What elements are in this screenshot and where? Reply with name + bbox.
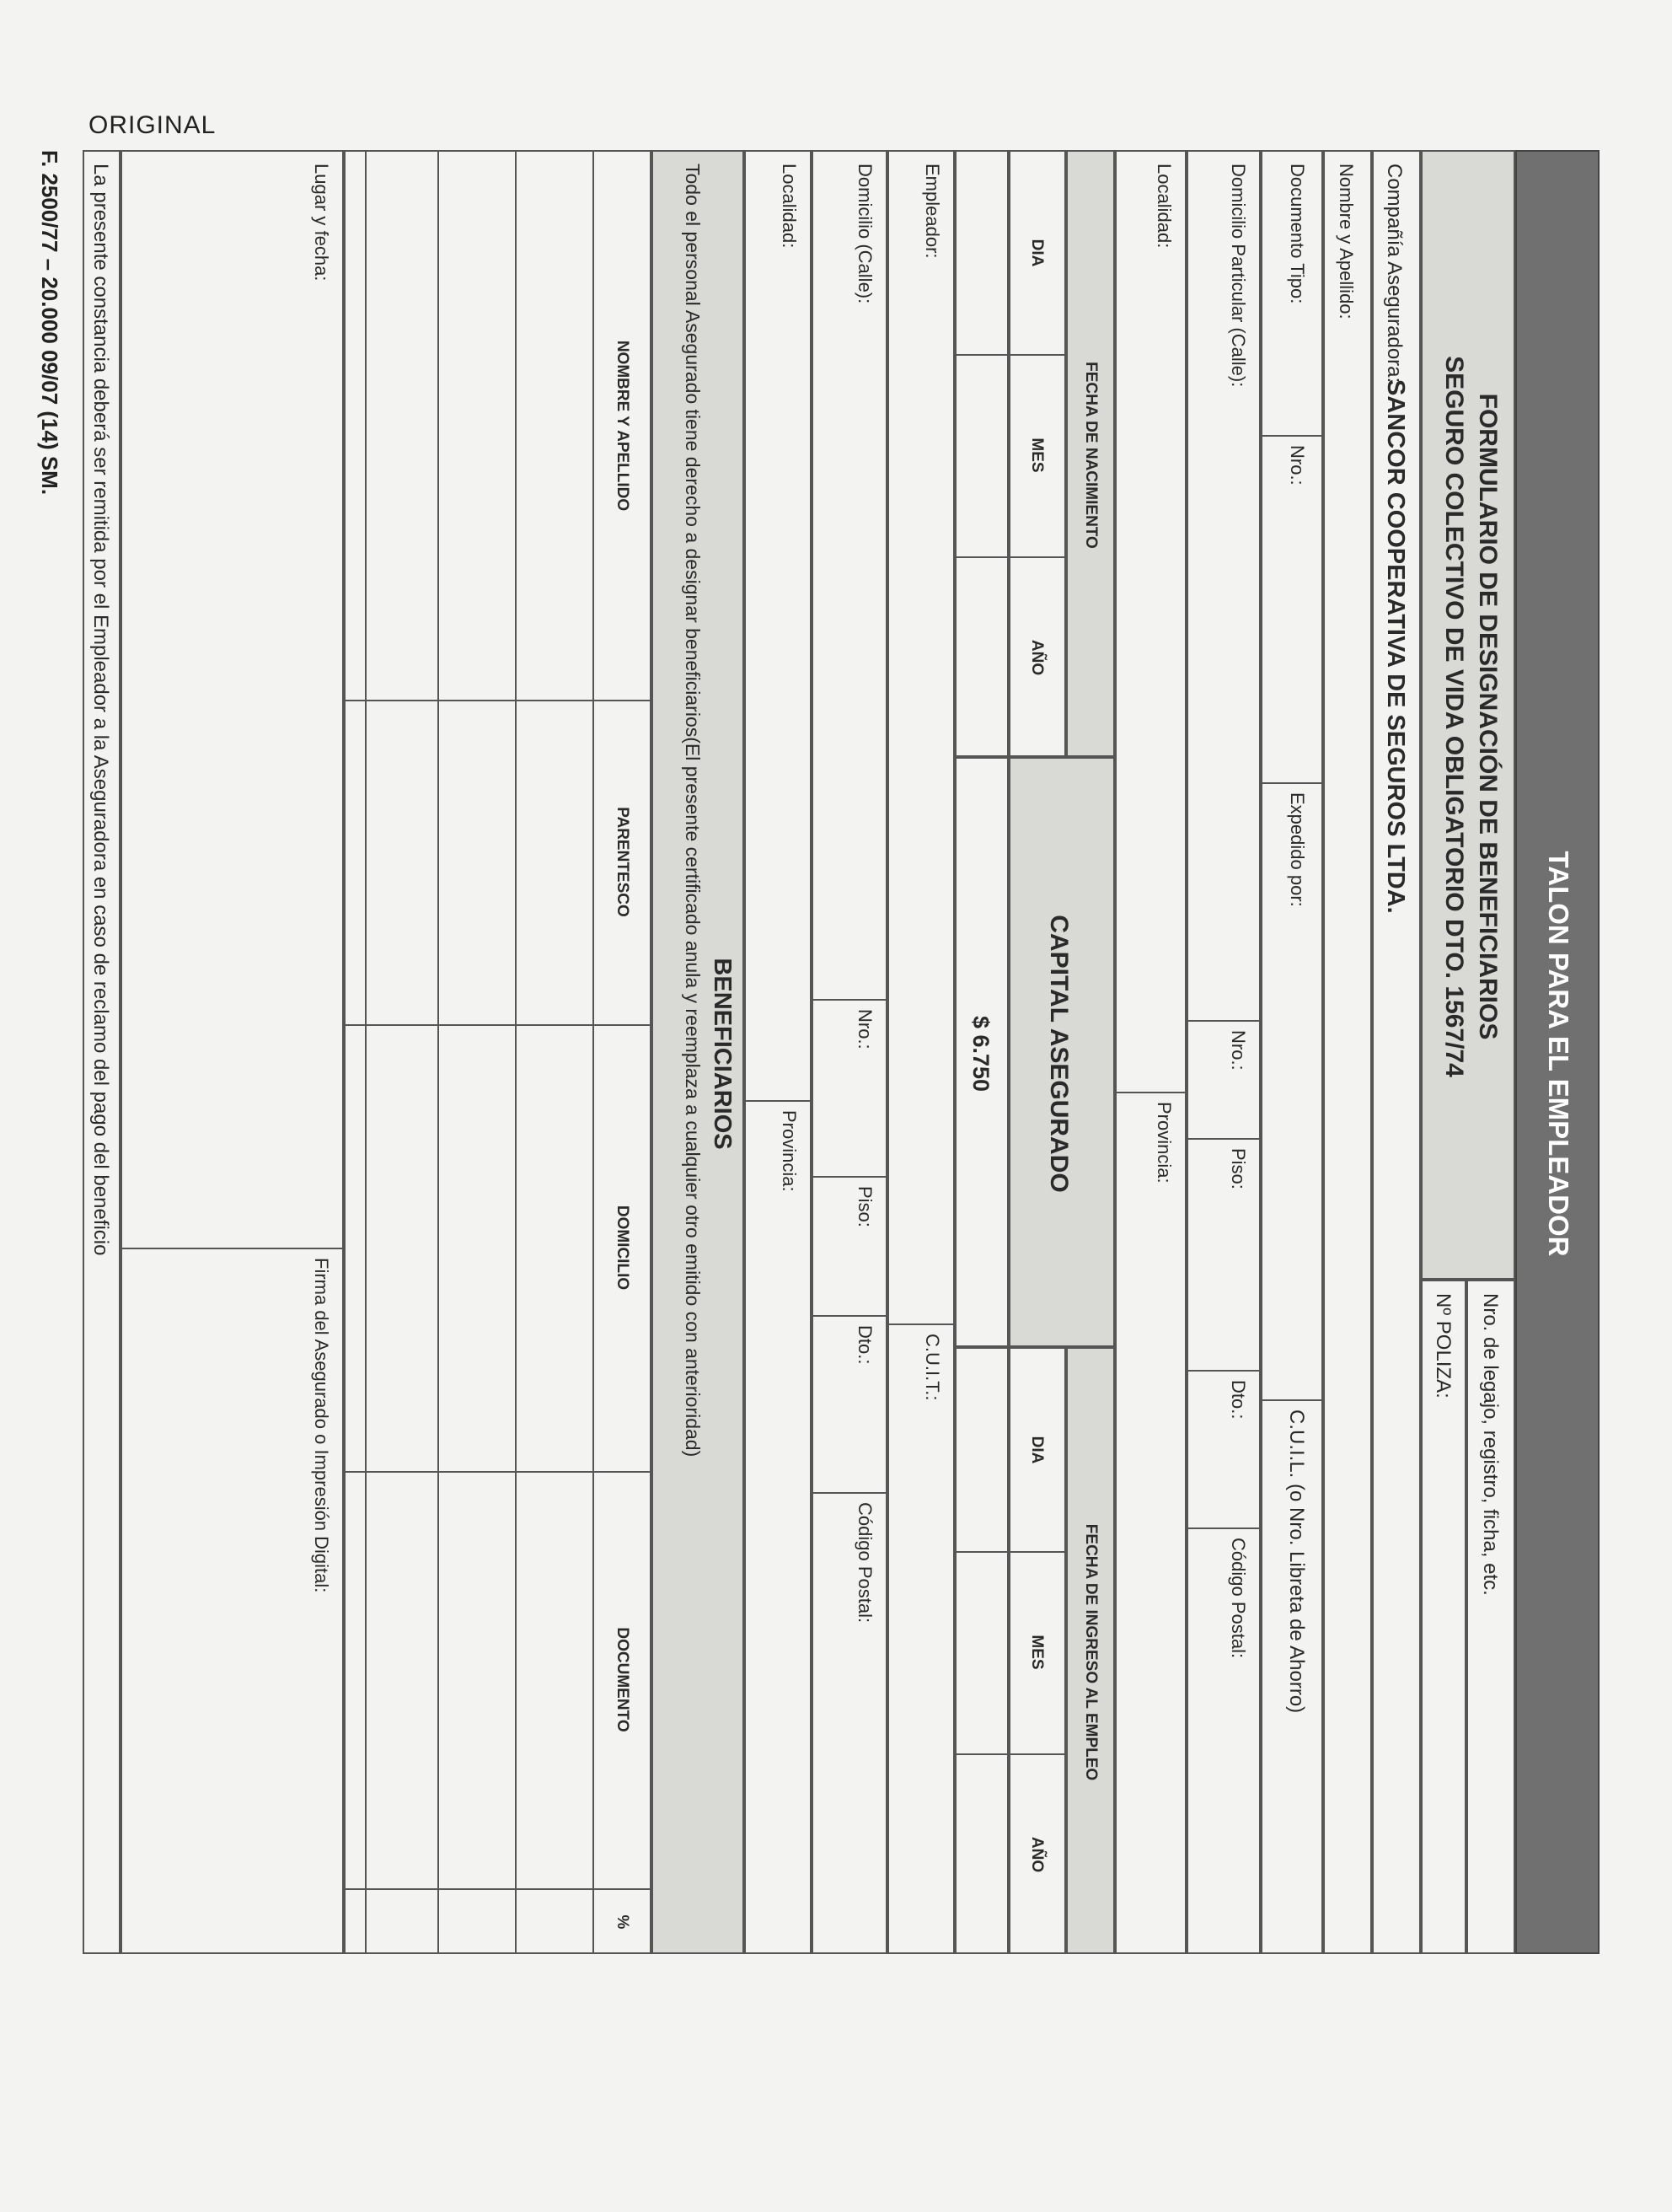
ingreso-header — [1066, 1347, 1115, 1954]
beneficiaries-header — [651, 150, 744, 1954]
rotated-form — [83, 150, 1600, 1954]
doc-nro-label: Nro.: — [1287, 445, 1308, 486]
insured-nro-label: Nro.: — [1228, 1030, 1249, 1071]
beneficiary-row-3[interactable] — [367, 152, 439, 1956]
ingreso-title: FECHA DE INGRESO AL EMPLEO — [1082, 1523, 1100, 1781]
employer-provincia-label: Provincia: — [779, 1110, 800, 1192]
insured-address-label: Domicilio Particular (Calle): — [1228, 164, 1249, 388]
ingreso-dmy-labels — [1009, 1347, 1066, 1954]
beneficiaries-note: Todo el personal Asegurado tiene derecho a designar beneficiarios(El presente certificado anula y reemplaza a cualquier otro emitido con anterioridad) — [682, 164, 704, 1458]
legajo-label: Nro. de legajo, registro, ficha, etc. — [1479, 1293, 1502, 1596]
ingreso-dmy-fields[interactable] — [955, 1347, 1009, 1954]
col-nombre: NOMBRE Y APELLIDO — [614, 340, 631, 512]
birth-anio-label: AÑO — [1028, 639, 1046, 676]
employer-dto-label: Dto.: — [855, 1325, 876, 1365]
birth-dmy-fields[interactable] — [955, 150, 1009, 757]
cuil-label: C.U.I.L. (o Nro. Libreta de Ahorro) — [1285, 1409, 1308, 1714]
employer-label: Empleador: — [922, 164, 943, 259]
insured-name-label: Nombre y Apellido: — [1336, 164, 1357, 319]
place-date-label[interactable]: Lugar y fecha: — [311, 164, 332, 282]
form-title-line2: SEGURO COLECTIVO DE VIDA OBLIGATORIO DTO. 1567/74 — [1440, 356, 1468, 1077]
doc-row — [1261, 150, 1323, 1954]
insurer-label: Compañía Aseguradora: — [1383, 164, 1406, 384]
birth-dmy-labels — [1009, 150, 1066, 757]
header-banner — [1515, 150, 1600, 1954]
legajo-box[interactable] — [1466, 1280, 1515, 1954]
beneficiary-row-1[interactable] — [517, 152, 594, 1956]
ingreso-anio-label: AÑO — [1028, 1836, 1046, 1873]
employer-localidad-label: Localidad: — [779, 164, 800, 249]
footer-note: La presente constancia deberá ser remitida por el Empleador a la Aseguradora en caso de reclamo del pago del beneficio — [89, 164, 112, 1256]
original-label: ORIGINAL — [88, 111, 217, 139]
col-documento: DOCUMENTO — [614, 1627, 631, 1732]
banner-title: TALON PARA EL EMPLEADOR — [1543, 851, 1574, 1257]
insured-locality-row — [1115, 150, 1187, 1954]
col-percent: % — [614, 1914, 631, 1930]
beneficiary-row-2[interactable] — [439, 152, 517, 1956]
insured-cp-label: Código Postal: — [1228, 1538, 1249, 1659]
insurer-name: SANCOR COOPERATIVA DE SEGUROS LTDA. — [1382, 379, 1409, 914]
employer-address-label: Domicilio (Calle): — [855, 164, 876, 304]
birth-date-header — [1066, 150, 1115, 757]
insured-provincia-label: Provincia: — [1154, 1102, 1175, 1184]
employer-address-row — [812, 150, 887, 1954]
insured-localidad-label: Localidad: — [1154, 164, 1175, 249]
employer-nro-label: Nro.: — [855, 1009, 876, 1050]
signature-label[interactable]: Firma del Asegurado o Impresión Digital: — [311, 1258, 332, 1593]
footer-note-row — [83, 150, 121, 1954]
capital-header — [1009, 757, 1115, 1347]
insured-piso-label: Piso: — [1228, 1148, 1249, 1189]
employer-cp-label: Código Postal: — [855, 1502, 876, 1624]
birth-date-title: FECHA DE NACIMIENTO — [1082, 362, 1100, 549]
insured-dto-label: Dto.: — [1228, 1380, 1249, 1420]
employer-cuit-label: C.U.I.T.: — [922, 1334, 943, 1401]
form-number: F. 2500/77 – 20.000 09/07 (14) SM. — [37, 150, 62, 496]
form-title-line1: FORMULARIO DE DESIGNACIÓN DE BENEFICIARIOS — [1474, 393, 1502, 1040]
signature-block — [121, 150, 344, 1954]
birth-dia-label: DIA — [1028, 239, 1046, 267]
col-parentesco: PARENTESCO — [614, 807, 631, 917]
insurer-row — [1372, 150, 1421, 1954]
employer-piso-label: Piso: — [855, 1186, 876, 1227]
title-block — [1421, 150, 1515, 1280]
beneficiaries-title: BENEFICIARIOS — [709, 958, 736, 1150]
ingreso-mes-label: MES — [1028, 1635, 1046, 1670]
poliza-box[interactable] — [1421, 1280, 1466, 1954]
doc-type-label: Documento Tipo: — [1287, 164, 1308, 304]
beneficiaries-table — [344, 150, 651, 1954]
employer-row — [887, 150, 955, 1954]
ingreso-dia-label: DIA — [1028, 1436, 1046, 1464]
capital-title: CAPITAL ASEGURADO — [1045, 915, 1073, 1193]
birth-mes-label: MES — [1028, 438, 1046, 473]
poliza-label: Nº POLIZA: — [1432, 1293, 1455, 1399]
capital-amount-field[interactable] — [955, 757, 1009, 1347]
capital-amount: $ 6.750 — [968, 1015, 994, 1093]
employer-locality-row — [744, 150, 812, 1954]
insured-address-row — [1187, 150, 1261, 1954]
insured-name-field[interactable] — [1323, 150, 1372, 1954]
col-domicilio: DOMICILIO — [614, 1205, 631, 1291]
expedido-label: Expedido por: — [1287, 792, 1308, 907]
